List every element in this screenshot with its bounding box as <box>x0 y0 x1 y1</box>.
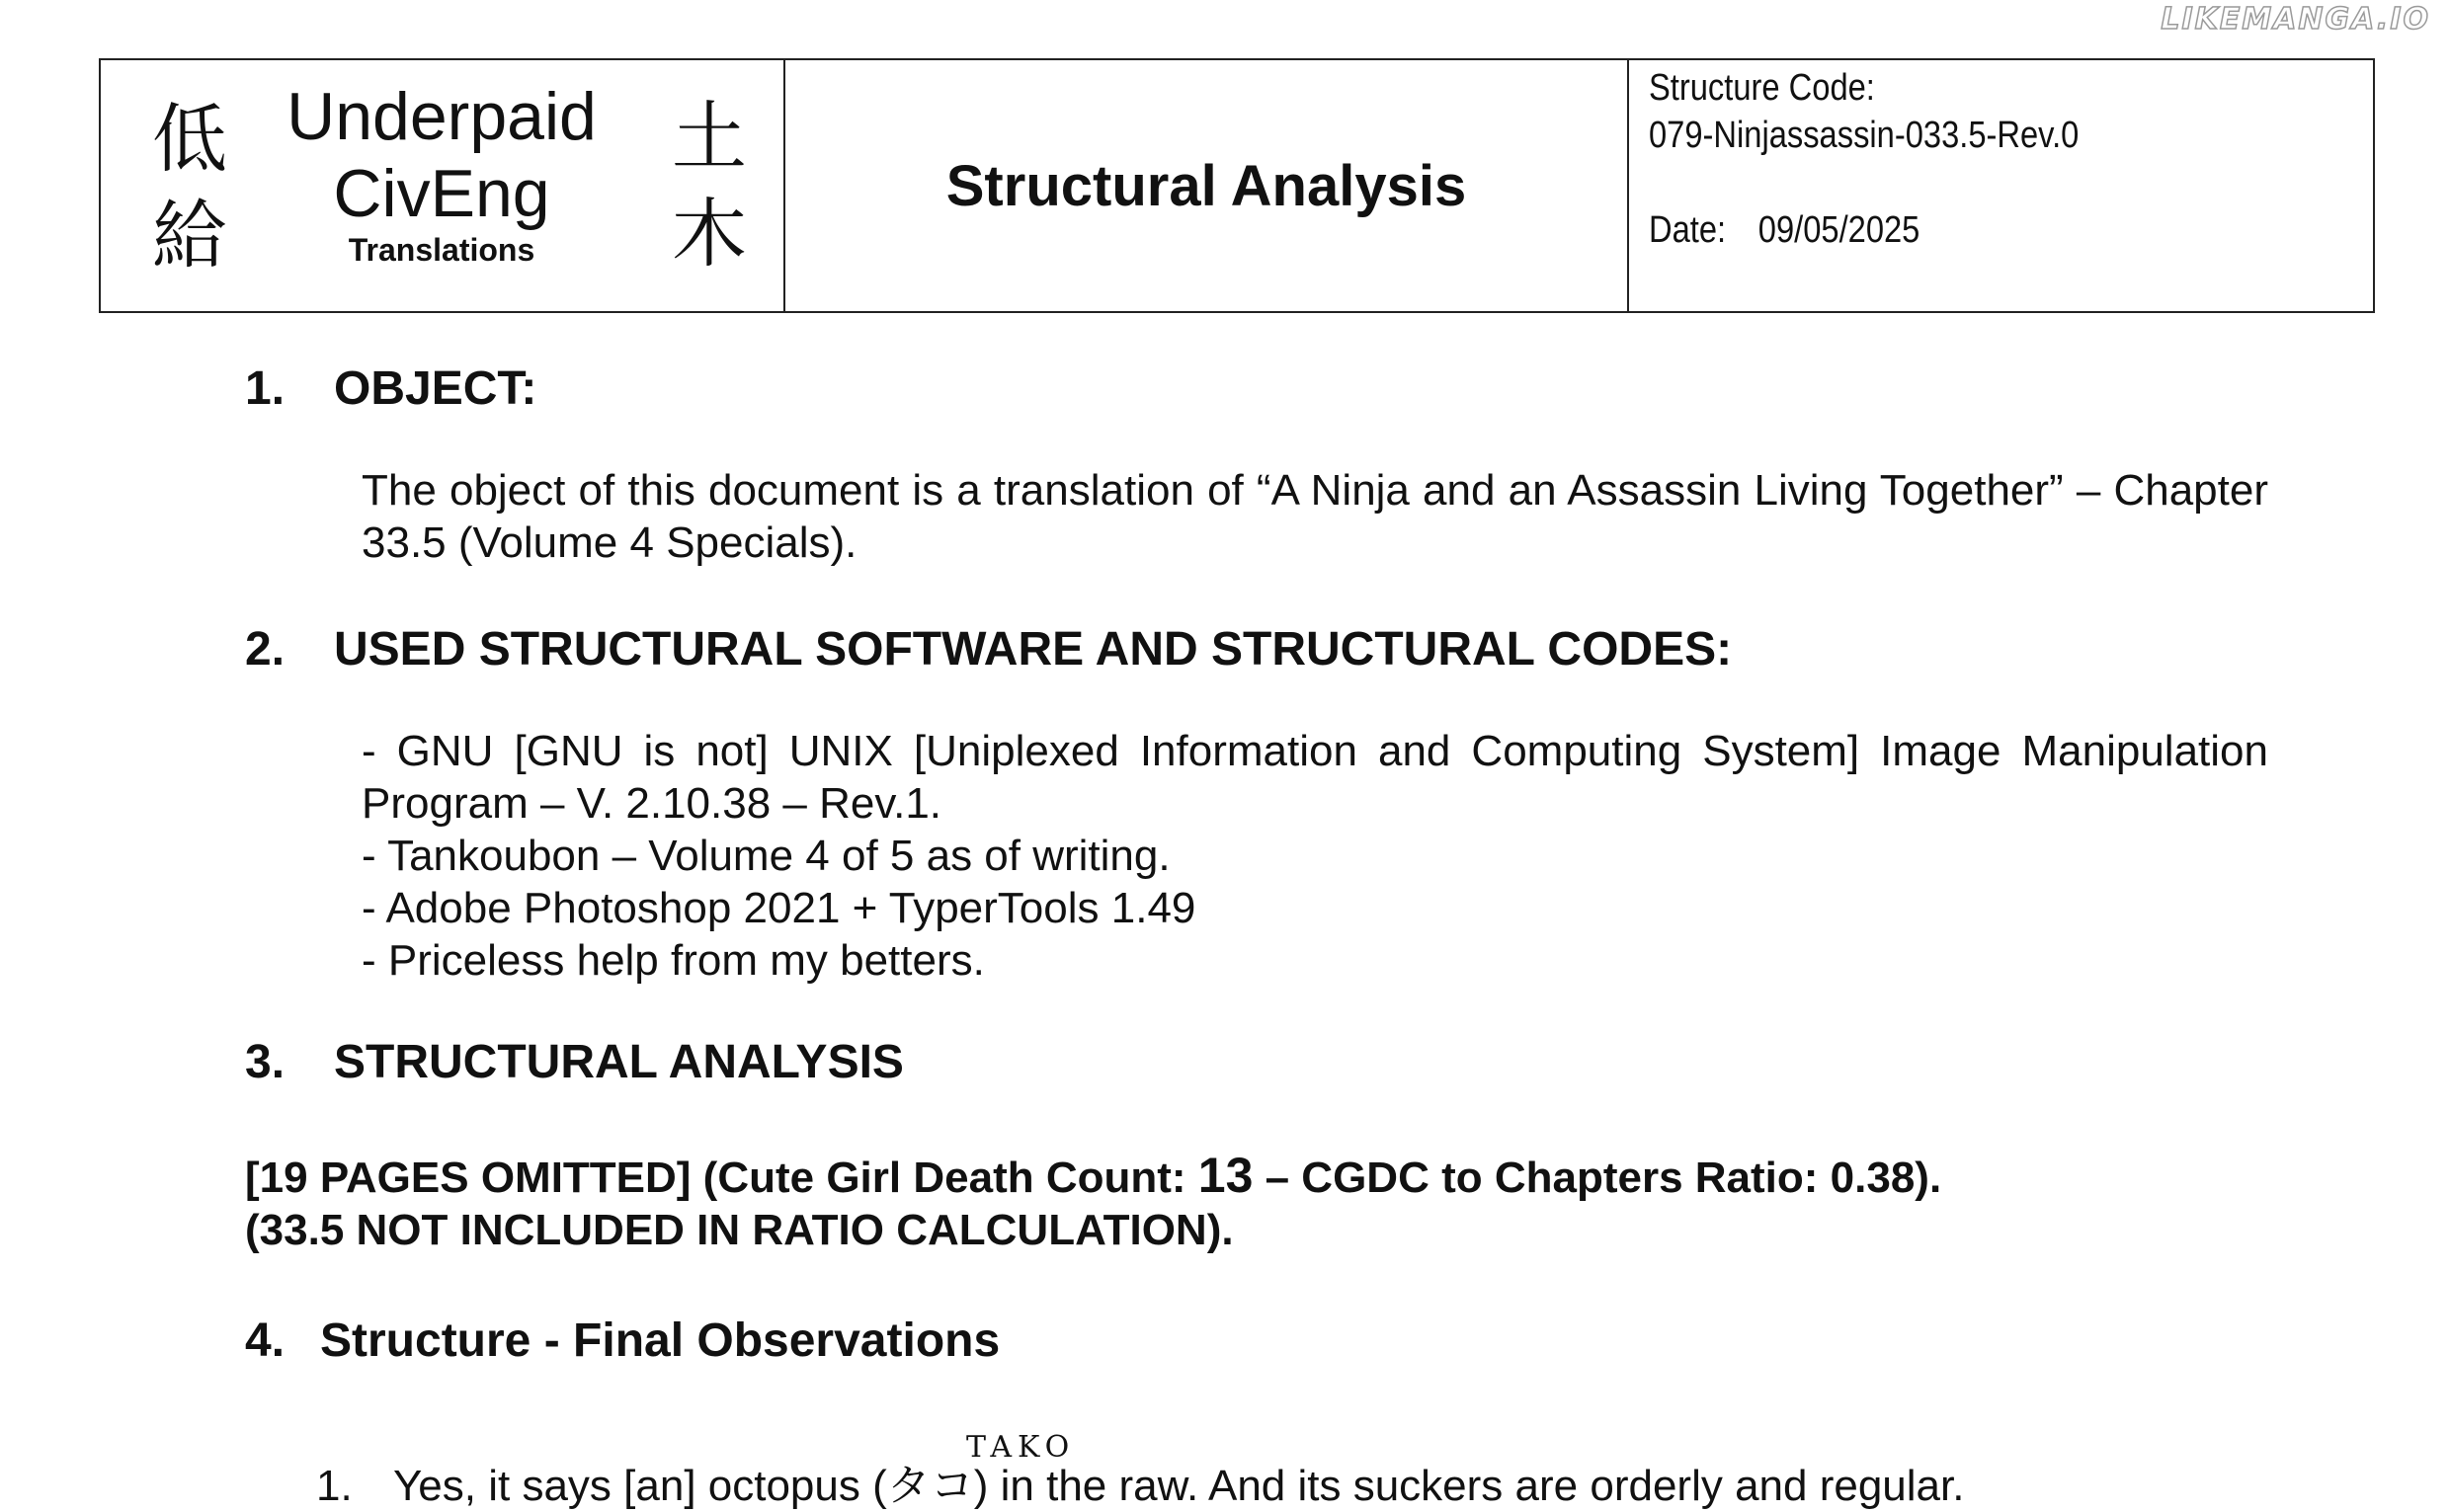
omitted-line-1 <box>245 1150 1941 1204</box>
section-2-number: 2. <box>245 623 286 676</box>
section-3-heading <box>245 1035 904 1089</box>
date-label: Date: <box>1649 209 1727 251</box>
structure-code-label: Structure Code: <box>1649 67 1875 109</box>
brand-line-2: CivEng <box>333 156 550 231</box>
document-header-table <box>99 58 2375 313</box>
omitted-line-2: (33.5 NOT INCLUDED IN RATIO CALCULATION). <box>245 1206 1234 1254</box>
list-item: - Adobe Photoshop 2021 + TyperTools 1.49 <box>362 884 1196 932</box>
section-3-title: STRUCTURAL ANALYSIS <box>334 1036 904 1088</box>
list-item: - Tankoubon – Volume 4 of 5 as of writing. <box>362 832 1171 880</box>
kanji-low: 低 <box>152 95 227 183</box>
section-3-number: 3. <box>245 1036 286 1088</box>
meta-cell <box>1629 60 2373 311</box>
meta-block <box>1649 64 2079 254</box>
kanji-wood: 木 <box>672 190 747 278</box>
document-title: Structural Analysis <box>945 153 1467 218</box>
date-value: 09/05/2025 <box>1757 209 1920 251</box>
section-4-number: 4. <box>245 1314 286 1367</box>
death-count: 13 <box>1197 1148 1254 1203</box>
omitted-pages-note <box>245 1150 1941 1256</box>
structure-code-value: 079-Ninjassassin-033.5-Rev.0 <box>1649 115 2080 156</box>
observation-item <box>316 1460 1964 1512</box>
observation-text: Yes, it says [an] octopus (タコ) in the raw. And its suckers are orderly and regular. <box>393 1462 1965 1510</box>
logo-cell <box>101 60 785 311</box>
brand-line-1: Underpaid <box>286 79 597 154</box>
omitted-text-b: – CGDC to Chapters Ratio: 0.38). <box>1253 1154 1942 1202</box>
observation-number: 1. <box>316 1462 353 1510</box>
list-item: - Priceless help from my betters. <box>362 936 985 985</box>
section-1-number: 1. <box>245 362 286 415</box>
list-item: - GNU [GNU is not] UNIX [Uniplexed Information and Computing System] Image Manipulation Program – V. 2.10.38 – Rev.1. <box>362 727 2268 828</box>
kanji-earth: 土 <box>672 93 747 181</box>
omitted-text-a: [19 PAGES OMITTED] (Cute Girl Death Count: <box>245 1154 1198 1202</box>
watermark: LIKEMANGA.IO <box>2161 2 2430 37</box>
section-2-heading <box>245 622 1732 676</box>
kanji-pay: 給 <box>152 192 227 279</box>
ruby-annotation: TAKO <box>966 1430 1076 1465</box>
date-row <box>1649 206 2079 254</box>
title-cell <box>785 60 1629 311</box>
section-2-title: USED STRUCTURAL SOFTWARE AND STRUCTURAL CODES: <box>334 623 1733 676</box>
section-1-heading <box>245 361 536 416</box>
section-4-heading <box>245 1313 1000 1368</box>
section-1-title: OBJECT: <box>334 362 537 415</box>
brand-logo-text <box>274 78 610 268</box>
section-1-text: The object of this document is a translation of “A Ninja and an Assassin Living Together” – Chapter 33.5 (Volume 4 Specials). <box>362 466 2268 567</box>
section-2-list <box>362 725 2268 987</box>
brand-line-3: Translations <box>348 232 535 268</box>
section-4-title: Structure - Final Observations <box>320 1314 1001 1367</box>
